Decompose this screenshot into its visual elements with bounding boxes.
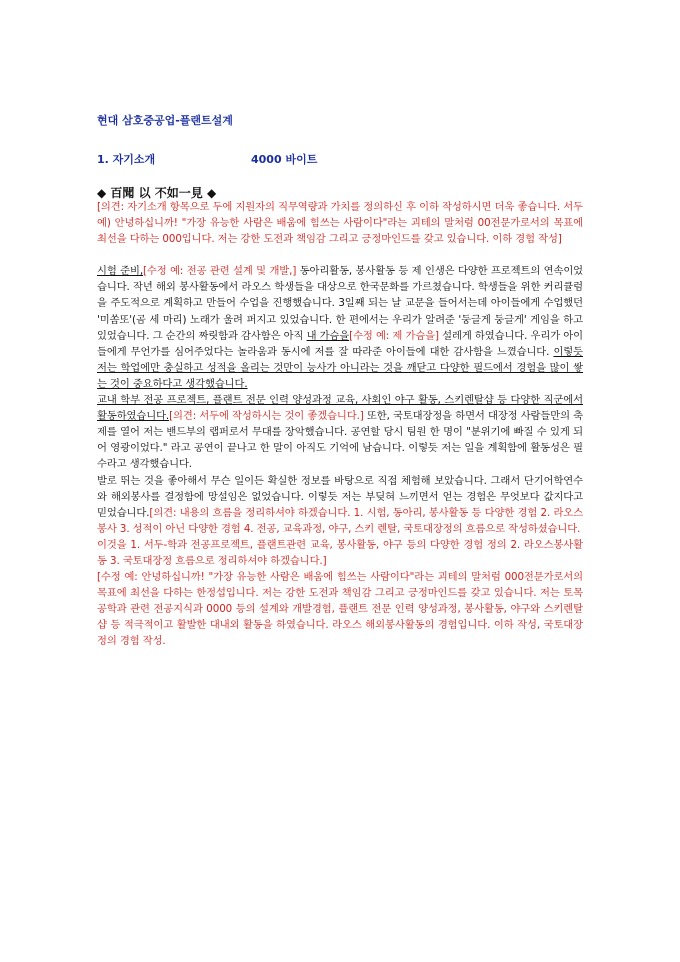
p2-underlined: 교내 학부 전공 프로젝트, 플랜트 전문 인력 양성과정 교육, 사회인 야구 활동, 스키렌탈샵 등 다양한 직군에서 활동하였습니다. (97, 394, 583, 423)
p1-underlined-c: 이렇듯 저는 학업에만 충실하고 성적을 올리는 것만이 능사가 아니라는 것을 깨닫고 다양한 필드에서 경험을 많이 쌓는 것이 중요하다고 생각했습니다. (97, 345, 583, 390)
document-title: 현대 삼호중공업-플랜트설계 (97, 114, 233, 127)
p2-text: 또한, 국토대장정을 하면서 대장정 사람들만의 축제를 열어 저는 밴드부의 랩퍼로서 무대를 장악했습니다. 공연할 당시 팀원 한 명이 "분위기에 빠질 수 있게 되어 영광이었다." 라고 공연이 끝나고 한 말이 아직도 기억에 남습니다. 이렇듯 저는 일을 계획함에 활동성은 필수라고 생각했습니다. (97, 410, 583, 471)
paragraph-3-comment-cont: 이것을 1. 서두-학과 전공프로젝트, 플랜트관련 교육, 봉사활동, 야구 등의 다양한 경험 정의 2. 라오스봉사활동 3. 국토대장정 흐름으로 정리하셔야 하겠습니다.] (97, 538, 583, 567)
paragraph-4-edit: [수정 예: 안녕하십니까! "가장 유능한 사람은 배움에 힘쓰는 사람이다"라는 괴테의 말처럼 000전문가로서의 목표에 최선을 다하는 한정섭입니다. 저는 강한 도전과 책임감 그리고 긍정마인드를 갖고 있습니다. 저는 토목공학과 관련 전공지식과 0000 등의 설계와 개발경험, 플랜트 전문 인력 양성과정, 봉사활동, 야구와 스키렌탈 샵 등 적극적이고 활발한 대내외 활동을 하였습니다. 라오스 해외봉사활동의 경험입니다. 이하 작성, 국토대장정의 경험 작성. (97, 571, 583, 648)
p3-comment: [의견: 내용의 흐름을 정리하셔야 하겠습니다. 1. 시험, 동아리, 봉사활동 등 다양한 경험 2. 라오스 봉사 3. 성적이 아닌 다양한 경험 4. 전공, 교육과정, 야구, 스키 렌탈, 국토대장정의 흐름으로 작성하셨습니다. (97, 506, 583, 535)
p1-edit-a: [수정 예: 전공 관련 설계 및 개발,] (143, 265, 297, 278)
p1-text-b: 설레게 하였습니다. 우리가 아이들에게 무언가를 심어주었다는 놀라움과 동시에 저를 잘 따라준 아이들에 대한 감사함을 느꼈습니다. (97, 329, 583, 358)
essay-body (97, 199, 583, 650)
section-heading (97, 151, 397, 167)
paragraph-1 (97, 263, 583, 392)
section-title: 1. 자기소개 (97, 153, 156, 166)
p1-edit-b: [수정 예: 제 가슴을] (349, 329, 439, 342)
p1-underlined-b: 내 가슴을 (306, 329, 350, 342)
p1-underlined-a: 시험 준비, (97, 265, 144, 278)
intro-comment: [의견: 자기소개 항목으로 두에 지원자의 직무역량과 가치를 정의하신 후 이하 작성하시면 더욱 좋습니다. 서두 예) 안녕하십니까! "가장 유능한 사람은 배움에 힘쓰는 사람이다"라는 괴테의 말처럼 00전문가로서의 목표에 최선을 다하는 000입니다. 저는 강한 도전과 책임감 그리고 긍정마인드를 갖고 있습니다. 이하 경험 작성] (97, 201, 583, 246)
motto-heading: ◆ 百聞 以 不如一見 ◆ (97, 186, 217, 200)
byte-limit: 4000 바이트 (251, 153, 318, 166)
p2-comment: [의견: 서두에 작성하시는 것이 좋겠습니다.] (169, 410, 364, 423)
p3-text: 발로 뛰는 것을 좋아해서 무슨 일이든 확실한 정보를 바탕으로 직접 체험해 보았습니다. 그래서 단기어학연수와 해외봉사를 결정함에 망설임은 없었습니다. 이렇듯 저는 부딪혀 느끼면서 얻는 경험은 무엇보다 값지다고 믿었습니다. (97, 474, 583, 519)
paragraph-gap (97, 247, 583, 263)
paragraph-2 (97, 392, 583, 472)
p1-text-a: 동아리활동, 봉사활동 등 제 인생은 다양한 프로젝트의 연속이었습니다. 작년 해외 봉사활동에서 라오스 학생들을 대상으로 한국문화를 가르쳤습니다. 학생들을 위한 커리큘럼을 주도적으로 계획하고 만들어 수업을 진행했습니다. 3일째 되는 날 교문을 들어서는데 아이들에게 수업했던 '미쏨또'(곰 세 마리) 노래가 울려 퍼지고 있었습니다. 한 편에서는 우리가 알려준 '둥글게 둥글게' 게임을 하고 있었습니다. 그 순간의 짜릿함과 감사함은 아직 (97, 265, 584, 342)
paragraph-3 (97, 473, 583, 537)
